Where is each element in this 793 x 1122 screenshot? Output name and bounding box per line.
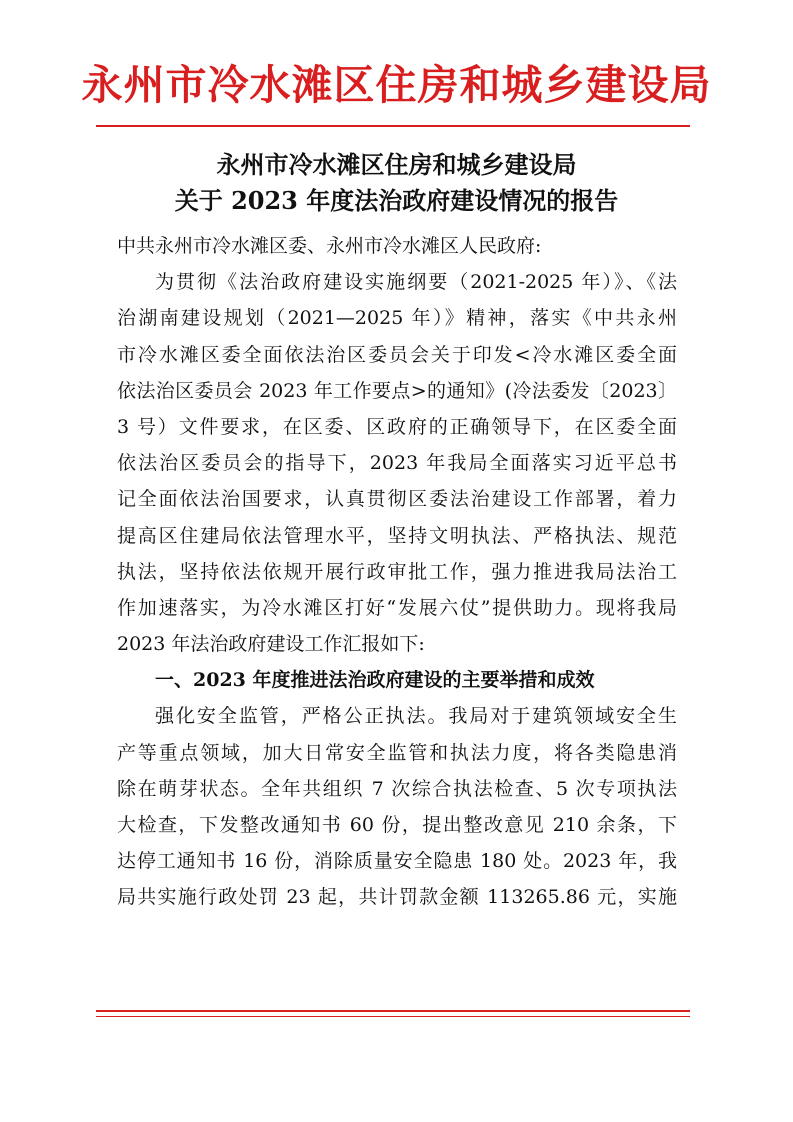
- footer-rule-thin: [96, 1016, 690, 1017]
- text-line: 提高区住建局依法管理水平，坚持文明执法、严格执法、规范: [117, 524, 677, 547]
- text-line: 记全面依法治国要求，认真贯彻区委法治建设工作部署，着力: [117, 488, 677, 511]
- paragraph-intro: [117, 264, 677, 662]
- text-line: 强化安全监管，严格公正执法。我局对于建筑领域安全生: [155, 705, 677, 728]
- section-heading-text: 一、2023 年度推进法治政府建设的主要举措和成效: [155, 669, 595, 692]
- text-line: 市冷水滩区委全面依法治区委员会关于印发<冷水滩区委全面: [117, 343, 677, 366]
- text-line: 除在萌芽状态。全年共组织 7 次综合执法检查、5 次专项执法: [117, 777, 677, 800]
- footer-rule: [96, 1010, 690, 1012]
- text-line: 为贯彻《法治政府建设实施纲要（2021-2025 年）》、《法: [155, 271, 677, 294]
- text-line: 2023 年法治政府建设工作汇报如下:: [117, 633, 425, 656]
- text-line: 执法，坚持依法依规开展行政审批工作，强力推进我局法治工: [117, 560, 677, 583]
- text-line: 作加速落实，为冷水滩区打好“发展六仗”提供助力。现将我局: [117, 596, 677, 619]
- text-line: 局共实施行政处罚 23 起，共计罚款金额 113265.86 元，实施: [117, 886, 677, 909]
- text-line: 依法治区委员会 2023 年工作要点>的通知》(冷法委发〔2023〕: [117, 379, 677, 402]
- section-heading-1: [117, 662, 677, 698]
- paragraph-safety-supervision: [117, 698, 677, 915]
- text-line: 3 号）文件要求，在区委、区政府的正确领导下，在区委全面: [117, 415, 677, 438]
- document-title-line-2: 关于 2023 年度法治政府建设情况的报告: [174, 186, 619, 215]
- text-line: 产等重点领域，加大日常安全监管和执法力度，将各类隐患消: [117, 741, 677, 764]
- letterhead-rule-top: [96, 125, 690, 127]
- text-line: 依法治区委员会的指导下，2023 年我局全面落实习近平总书: [117, 452, 677, 475]
- document-title-line-1: 永州市冷水滩区住房和城乡建设局: [216, 150, 577, 179]
- text-line: 大检查，下发整改通知书 60 份，提出整改意见 210 余条，下: [117, 814, 677, 837]
- text-line: 治湖南建设规划（2021—2025 年）》精神，落实《中共永州: [117, 307, 677, 330]
- letterhead-masthead: 永州市冷水滩区住房和城乡建设局: [81, 61, 712, 109]
- document-body: [117, 228, 677, 916]
- text-line: 达停工通知书 16 份，消除质量安全隐患 180 处。2023 年，我: [117, 850, 677, 873]
- addressee: 中共永州市冷水滩区委、永州市冷水滩区人民政府:: [117, 235, 542, 257]
